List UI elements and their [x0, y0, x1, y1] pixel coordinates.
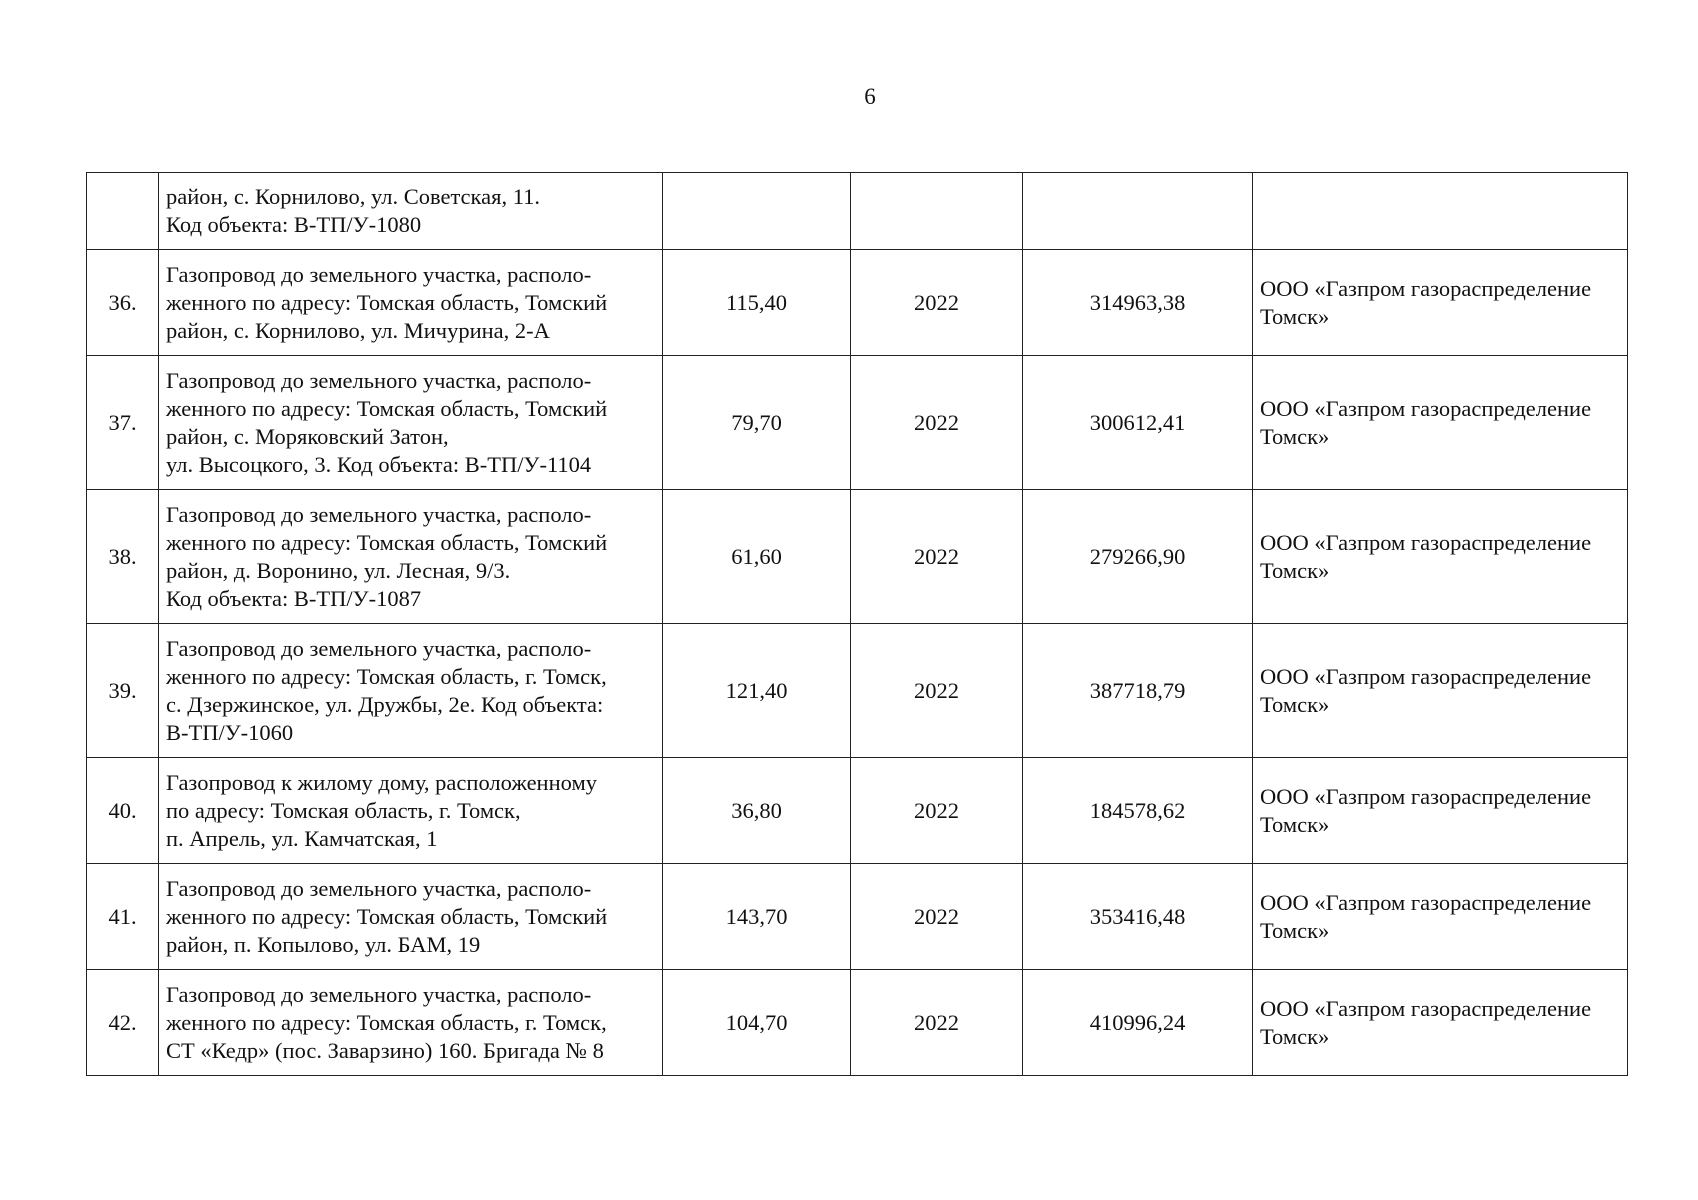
page-number: 6: [864, 84, 876, 109]
object-description: Газопровод до земельного участка, располо- женного по адресу: Томская область, г. Томск, СТ «Кедр» (пос. Заварзино) 160. Бригада № 8: [159, 970, 663, 1076]
row-number: 39.: [87, 624, 159, 758]
year: [851, 173, 1023, 250]
year: 2022: [851, 250, 1023, 356]
owner-organization: [1253, 173, 1628, 250]
pipeline-length: 143,70: [663, 864, 851, 970]
year: 2022: [851, 356, 1023, 490]
row-number: 38.: [87, 490, 159, 624]
row-number: 37.: [87, 356, 159, 490]
object-description: район, с. Корнилово, ул. Советская, 11. Код объекта: В-ТП/У-1080: [159, 173, 663, 250]
cost: 314963,38: [1023, 250, 1253, 356]
table-row: [87, 490, 1628, 624]
pipeline-length: 79,70: [663, 356, 851, 490]
row-number: [87, 173, 159, 250]
gas-pipeline-table: [86, 172, 1628, 1076]
pipeline-length: 104,70: [663, 970, 851, 1076]
table-row: [87, 250, 1628, 356]
cost: 184578,62: [1023, 758, 1253, 864]
table-row: [87, 624, 1628, 758]
owner-organization: ООО «Газпром газораспределение Томск»: [1253, 490, 1628, 624]
year: 2022: [851, 864, 1023, 970]
object-description: Газопровод до земельного участка, располо- женного по адресу: Томская область, Томский район, с. Моряковский Затон, ул. Высоцкого, 3. Код объекта: В-ТП/У-1104: [159, 356, 663, 490]
owner-organization: ООО «Газпром газораспределение Томск»: [1253, 624, 1628, 758]
row-number: 41.: [87, 864, 159, 970]
year: 2022: [851, 490, 1023, 624]
cost: 387718,79: [1023, 624, 1253, 758]
cost: 353416,48: [1023, 864, 1253, 970]
owner-organization: ООО «Газпром газораспределение Томск»: [1253, 864, 1628, 970]
year: 2022: [851, 758, 1023, 864]
pipeline-length: 61,60: [663, 490, 851, 624]
object-description: Газопровод до земельного участка, располо- женного по адресу: Томская область, Томский район, с. Корнилово, ул. Мичурина, 2-А: [159, 250, 663, 356]
table-row: [87, 356, 1628, 490]
year: 2022: [851, 970, 1023, 1076]
owner-organization: ООО «Газпром газораспределение Томск»: [1253, 758, 1628, 864]
row-number: 42.: [87, 970, 159, 1076]
table-row: [87, 173, 1628, 250]
owner-organization: ООО «Газпром газораспределение Томск»: [1253, 970, 1628, 1076]
pipeline-length: 115,40: [663, 250, 851, 356]
cost: 279266,90: [1023, 490, 1253, 624]
table-row: [87, 758, 1628, 864]
object-description: Газопровод к жилому дому, расположенному по адресу: Томская область, г. Томск, п. Апрель, ул. Камчатская, 1: [159, 758, 663, 864]
row-number: 36.: [87, 250, 159, 356]
cost: 300612,41: [1023, 356, 1253, 490]
object-description: Газопровод до земельного участка, располо- женного по адресу: Томская область, г. Томск, с. Дзержинское, ул. Дружбы, 2е. Код объекта: В-ТП/У-1060: [159, 624, 663, 758]
cost: [1023, 173, 1253, 250]
row-number: 40.: [87, 758, 159, 864]
pipeline-length: [663, 173, 851, 250]
pipeline-length: 121,40: [663, 624, 851, 758]
table-row: [87, 970, 1628, 1076]
object-description: Газопровод до земельного участка, располо- женного по адресу: Томская область, Томский район, п. Копылово, ул. БАМ, 19: [159, 864, 663, 970]
year: 2022: [851, 624, 1023, 758]
object-description: Газопровод до земельного участка, располо- женного по адресу: Томская область, Томский район, д. Воронино, ул. Лесная, 9/3. Код объекта: В-ТП/У-1087: [159, 490, 663, 624]
cost: 410996,24: [1023, 970, 1253, 1076]
owner-organization: ООО «Газпром газораспределение Томск»: [1253, 250, 1628, 356]
pipeline-length: 36,80: [663, 758, 851, 864]
owner-organization: ООО «Газпром газораспределение Томск»: [1253, 356, 1628, 490]
table-row: [87, 864, 1628, 970]
